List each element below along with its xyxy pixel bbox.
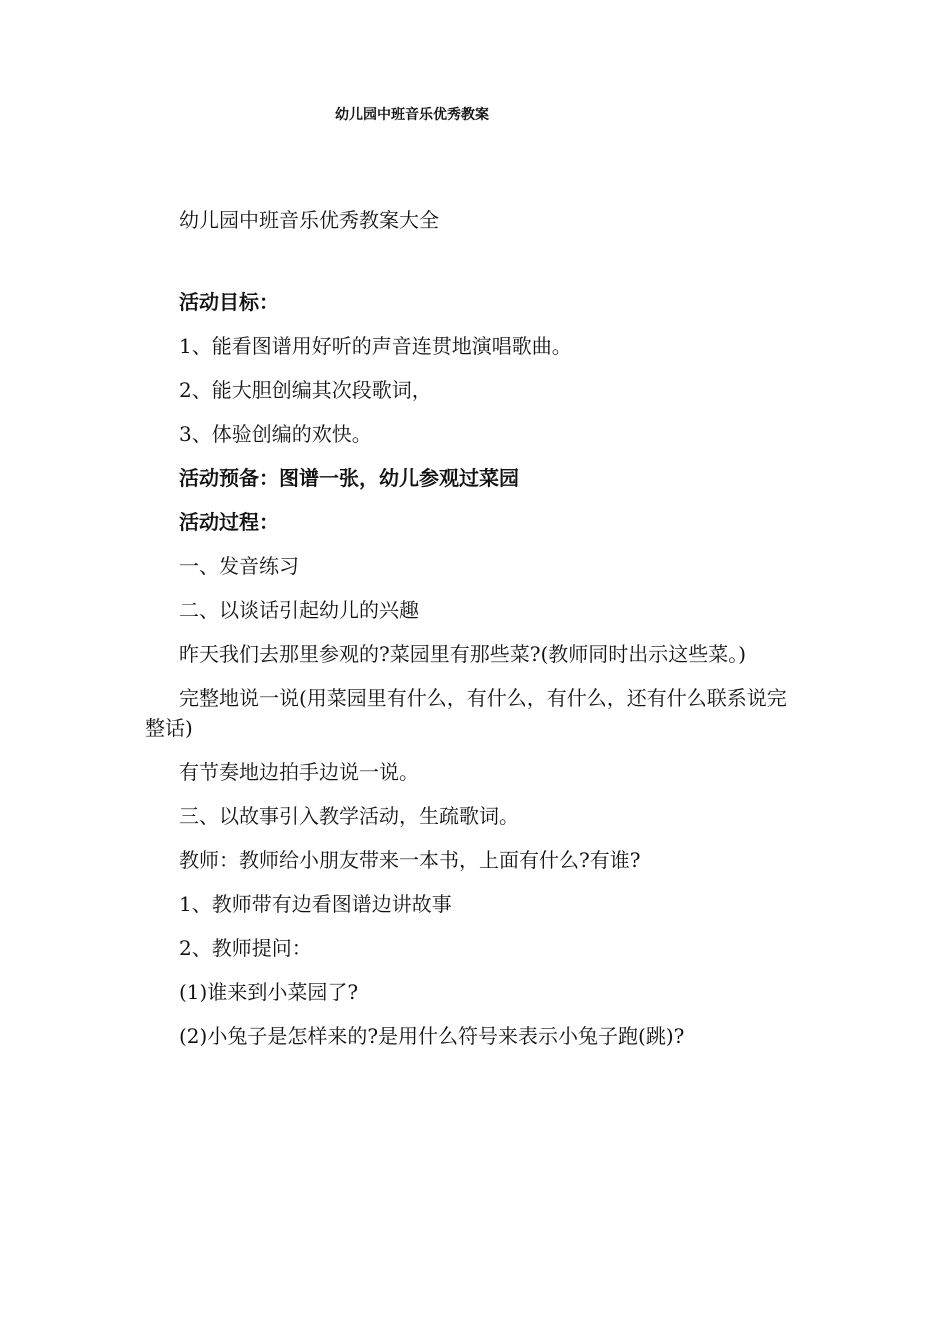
- paragraph: 二、以谈话引起幼儿的兴趣: [179, 598, 419, 622]
- paragraph: 1、能看图谱用好听的声音连贯地演唱歌曲。: [179, 334, 572, 358]
- paragraph: 一、发音练习: [179, 554, 299, 578]
- paragraph: 完整地说一说(用菜园里有什么，有什么，有什么，还有什么联系说完整话): [145, 686, 787, 740]
- paragraph: 昨天我们去那里参观的?菜园里有那些菜?(教师同时出示这些菜。): [179, 642, 747, 666]
- paragraph: 1、教师带有边看图谱边讲故事: [179, 892, 452, 916]
- paragraph: (2)小兔子是怎样来的?是用什么符号来表示小兔子跑(跳)?: [179, 1024, 685, 1048]
- section-heading: 活动过程：: [179, 510, 279, 534]
- page-header: 幼儿园中班音乐优秀教案: [335, 107, 489, 123]
- section-heading: 活动预备：图谱一张，幼儿参观过菜园: [179, 466, 519, 490]
- paragraph: 幼儿园中班音乐优秀教案大全: [179, 208, 439, 232]
- paragraph: 2、能大胆创编其次段歌词，: [179, 378, 432, 402]
- document-body: [145, 205, 805, 1051]
- paragraph: 3、体验创编的欢快。: [179, 422, 372, 446]
- section-heading: 活动目标：: [179, 290, 279, 314]
- paragraph: 三、以故事引入教学活动，生疏歌词。: [179, 804, 519, 828]
- paragraph: (1)谁来到小菜园了?: [179, 980, 359, 1004]
- paragraph: 2、教师提问：: [179, 936, 312, 960]
- paragraph: 教师：教师给小朋友带来一本书，上面有什么?有谁?: [179, 848, 641, 872]
- paragraph: 有节奏地边拍手边说一说。: [179, 760, 419, 784]
